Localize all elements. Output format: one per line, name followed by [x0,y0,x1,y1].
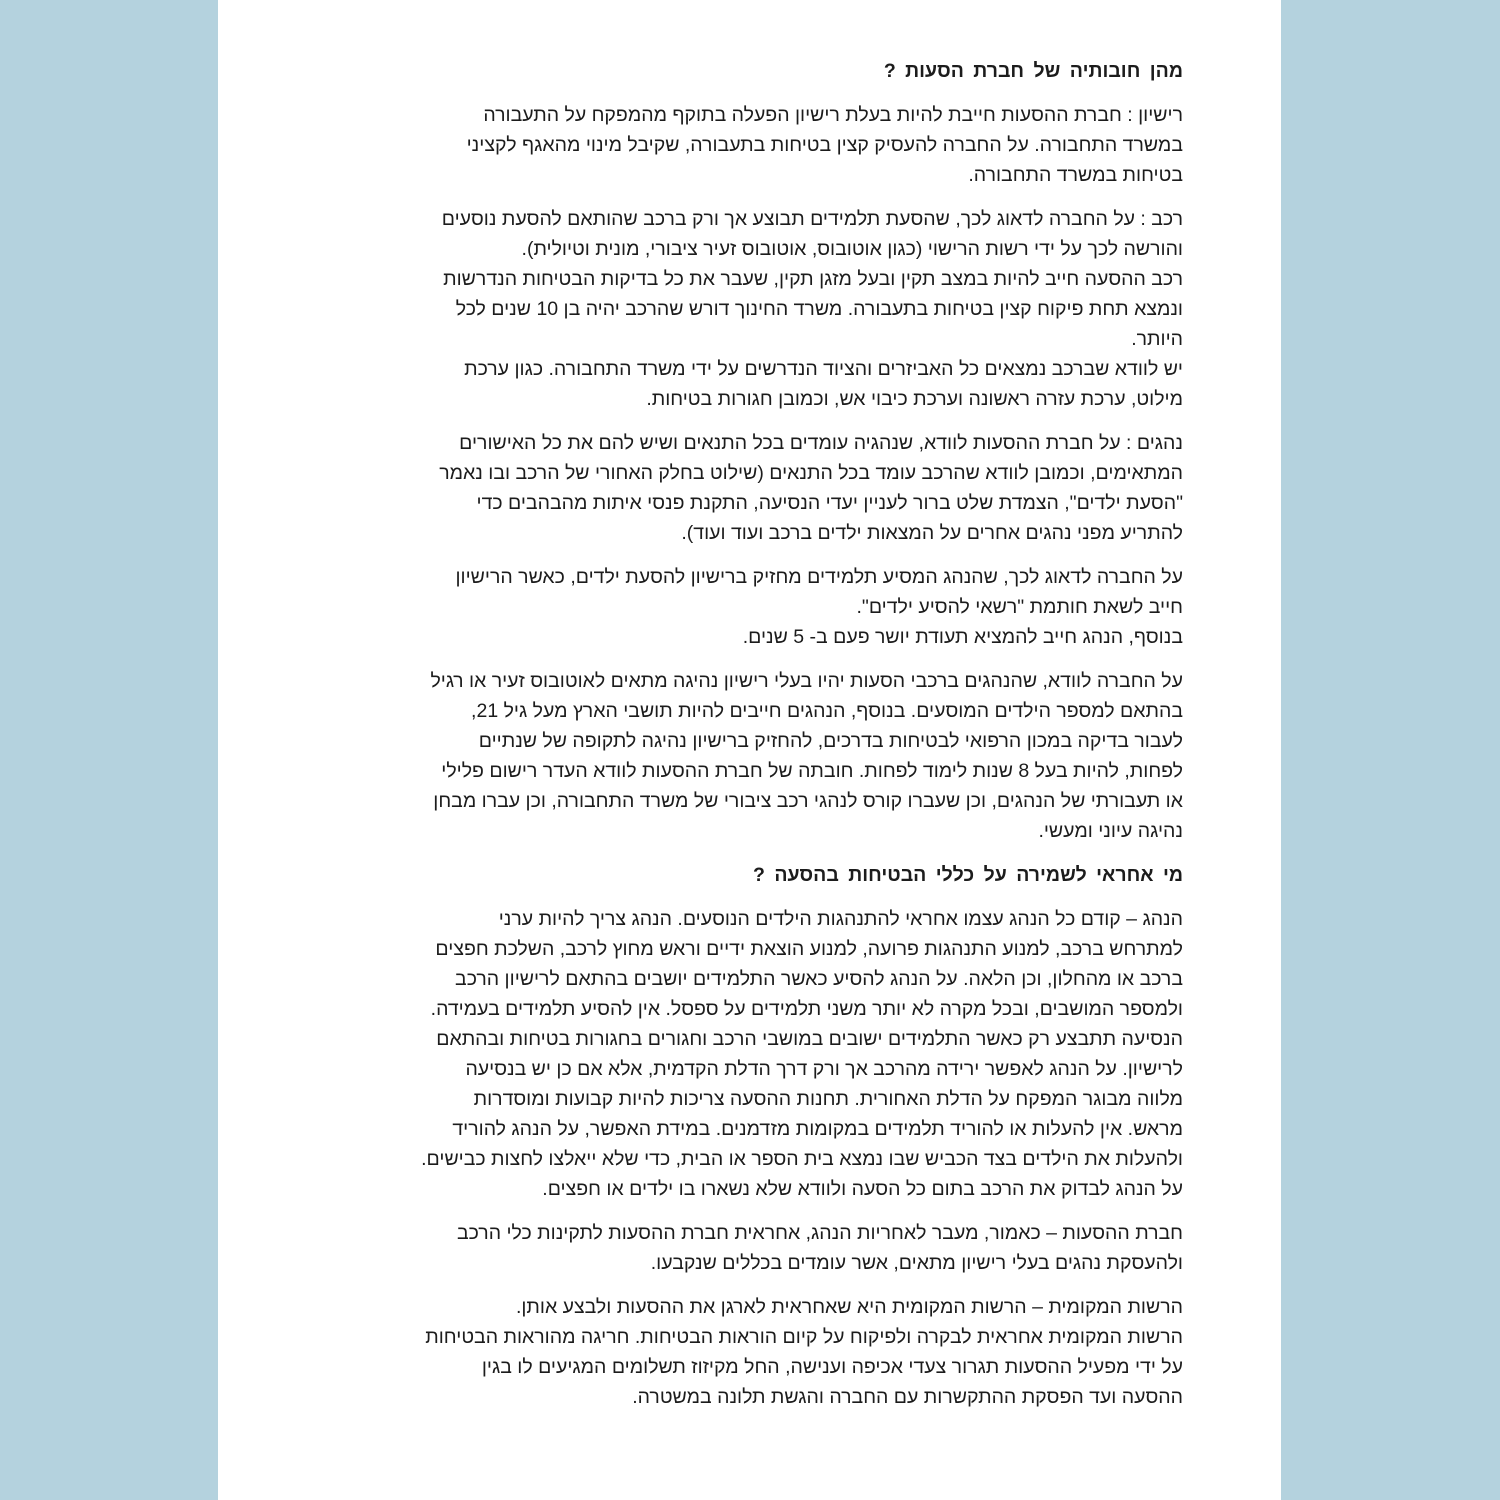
section-heading-company-obligations: מהן חובותיה של חברת הסעות ? [883,60,1183,82]
paragraph-vehicle [323,204,1183,414]
document-content [323,56,1183,1426]
text-line: לעבור בדיקה במכון הרפואי לבטיחות בדרכים, להחזיק ברישיון נהיגה לתקופה של שנתיים [478,730,1183,752]
text-line: ולמספר המושבים, ובכל מקרה לא יותר משני תלמידים על ספסל. אין להסיע תלמידים בעמידה. [430,998,1183,1020]
paragraph-company-responsibility [323,1218,1183,1278]
text-line: או תעבורתי של הנהגים, וכן שעברו קורס לנהגי רכב ציבורי של משרד התחבורה, וכן עברו מבחן [433,790,1183,812]
paragraph-driver-responsibility [323,904,1183,1204]
text-line: רכב : על החברה לדאוג לכך, שהסעת תלמידים תבוצע אך ורק ברכב שהותאם להסעת נוסעים [441,208,1183,230]
text-line: "הסעת ילדים", הצמדת שלט ברור לעניין יעדי הנסיעה, התקנת פנסי איתות מהבהבים כדי [476,492,1183,514]
paragraph-license [323,100,1183,190]
text-line: במשרד התחבורה. על החברה להעסיק קצין בטיחות בתעבורה, שקיבל מינוי מהאגף לקציני [466,134,1183,156]
text-line: מילוט, ערכת עזרה ראשונה וערכת כיבוי אש, וכמובן חגורות בטיחות. [646,388,1183,410]
text-line: מראש. אין להעלות או להוריד תלמידים במקומות מזדמנים. במידת האפשר, על הנהג להוריד [452,1118,1183,1140]
text-line: היותר. [1131,328,1183,350]
paragraph-driver-license [323,562,1183,652]
text-line: לרישיון. על הנהג לאפשר ירידה מהרכב אך ורק דרך הדלת הקדמית, אלא אם כן יש בנסיעה [465,1058,1183,1080]
paragraph-driver-requirements [323,666,1183,846]
text-line: רכב ההסעה חייב להיות במצב תקין ובעל מזגן תקין, שעבר את כל בדיקות הבטיחות הנדרשות [443,268,1183,290]
text-line: על החברה לדאוג לכך, שהנהג המסיע תלמידים מחזיק ברישיון להסעת ילדים, כאשר הרישיון [455,566,1183,588]
text-line: נהיגה עיוני ומעשי. [1038,820,1183,842]
text-line: ולהעלות את הילדים בצד הכביש שבו נמצא בית הספר או הבית, כדי שלא ייאלצו לחצות כבישים. [421,1148,1183,1170]
text-line: חייב לשאת חותמת "רשאי להסיע ילדים". [856,596,1183,618]
text-line: חברת ההסעות – כאמור, מעבר לאחריות הנהג, אחראית חברת ההסעות לתקינות כלי הרכב [456,1222,1183,1244]
text-line: רישיון : חברת ההסעות חייבת להיות בעלת רישיון הפעלה בתוקף מהמפקח על התעבורה [483,104,1183,126]
text-line: המתאימים, וכמובן לוודא שהרכב עומד בכל התנאים (שילוט בחלק האחורי של הרכב ובו נאמר [439,462,1183,484]
text-line: על הנהג לבדוק את הרכב בתום כל הסעה ולוודא שלא נשארו בו ילדים או חפצים. [542,1178,1183,1200]
text-line: על החברה לוודא, שהנהגים ברכבי הסעות יהיו בעלי רישיון נהיגה מתאים לאוטובוס זעיר או רגיל [430,670,1183,692]
text-line: הנסיעה תתבצע רק כאשר התלמידים ישובים במושבי הרכב וחגורים בחגורות בטיחות ובהתאם [436,1028,1183,1050]
paragraph-drivers [323,428,1183,548]
text-line: על ידי מפעיל ההסעות תגרור צעדי אכיפה וענישה, החל מקיזוז תשלומים המגיעים לו בגין [481,1356,1183,1378]
text-line: ההסעה ועד הפסקת ההתקשרות עם החברה והגשת תלונה במשטרה. [632,1386,1183,1408]
text-line: לפחות, להיות בעל 8 שנות לימוד לפחות. חובתה של חברת ההסעות לוודא העדר רישום פלילי [441,760,1183,782]
text-line: בנוסף, הנהג חייב להמציא תעודת יושר פעם ב- 5 שנים. [742,626,1183,648]
text-line: ברכב או מהחלון, וכן הלאה. על הנהג להסיע כאשר התלמידים יושבים בהתאם לרישיון הרכב [455,968,1183,990]
text-line: ונמצא תחת פיקוח קצין בטיחות בתעבורה. משרד החינוך דורש שהרכב יהיה בן 10 שנים לכל [455,298,1183,320]
text-line: ולהעסקת נהגים בעלי רישיון מתאים, אשר עומדים בכללים שנקבעו. [650,1252,1183,1274]
text-line: והורשה לכך על ידי רשות הרישוי (כגון אוטובוס, אוטובוס זעיר ציבורי, מונית וטיולית). [521,238,1183,260]
text-line: בטיחות במשרד התחבורה. [968,164,1183,186]
text-line: יש לוודא שברכב נמצאים כל האביזרים והציוד הנדרשים על ידי משרד התחבורה. כגון ערכת [464,358,1183,380]
section-heading-safety-responsibility: מי אחראי לשמירה על כללי הבטיחות בהסעה ? [753,864,1183,886]
text-line: מלווה מבוגר המפקח על הדלת האחורית. תחנות ההסעה צריכות להיות קבועות ומוסדרות [473,1088,1183,1110]
text-line: הרשות המקומית – הרשות המקומית היא שאחראית לארגן את ההסעות ולבצע אותן. [515,1296,1183,1318]
text-line: בהתאם למספר הילדים המוסעים. בנוסף, הנהגים חייבים להיות תושבי הארץ מעל גיל 21, [471,700,1183,722]
text-line: להתריע מפני נהגים אחרים על המצאות ילדים ברכב ועוד ועוד). [681,522,1183,544]
document-page [218,0,1281,1500]
paragraph-local-authority [323,1292,1183,1412]
text-line: נהגים : על חברת ההסעות לוודא, שנהגיה עומדים בכל התנאים ושיש להם את כל האישורים [459,432,1183,454]
text-line: הרשות המקומית אחראית לבקרה ולפיקוח על קיום הוראות הבטיחות. חריגה מהוראות הבטיחות [425,1326,1183,1348]
text-line: הנהג – קודם כל הנהג עצמו אחראי להתנהגות הילדים הנוסעים. הנהג צריך להיות ערני [498,908,1183,930]
text-line: למתרחש ברכב, למנוע התנהגות פרועה, למנוע הוצאת ידיים וראש מחוץ לרכב, השלכת חפצים [435,938,1183,960]
